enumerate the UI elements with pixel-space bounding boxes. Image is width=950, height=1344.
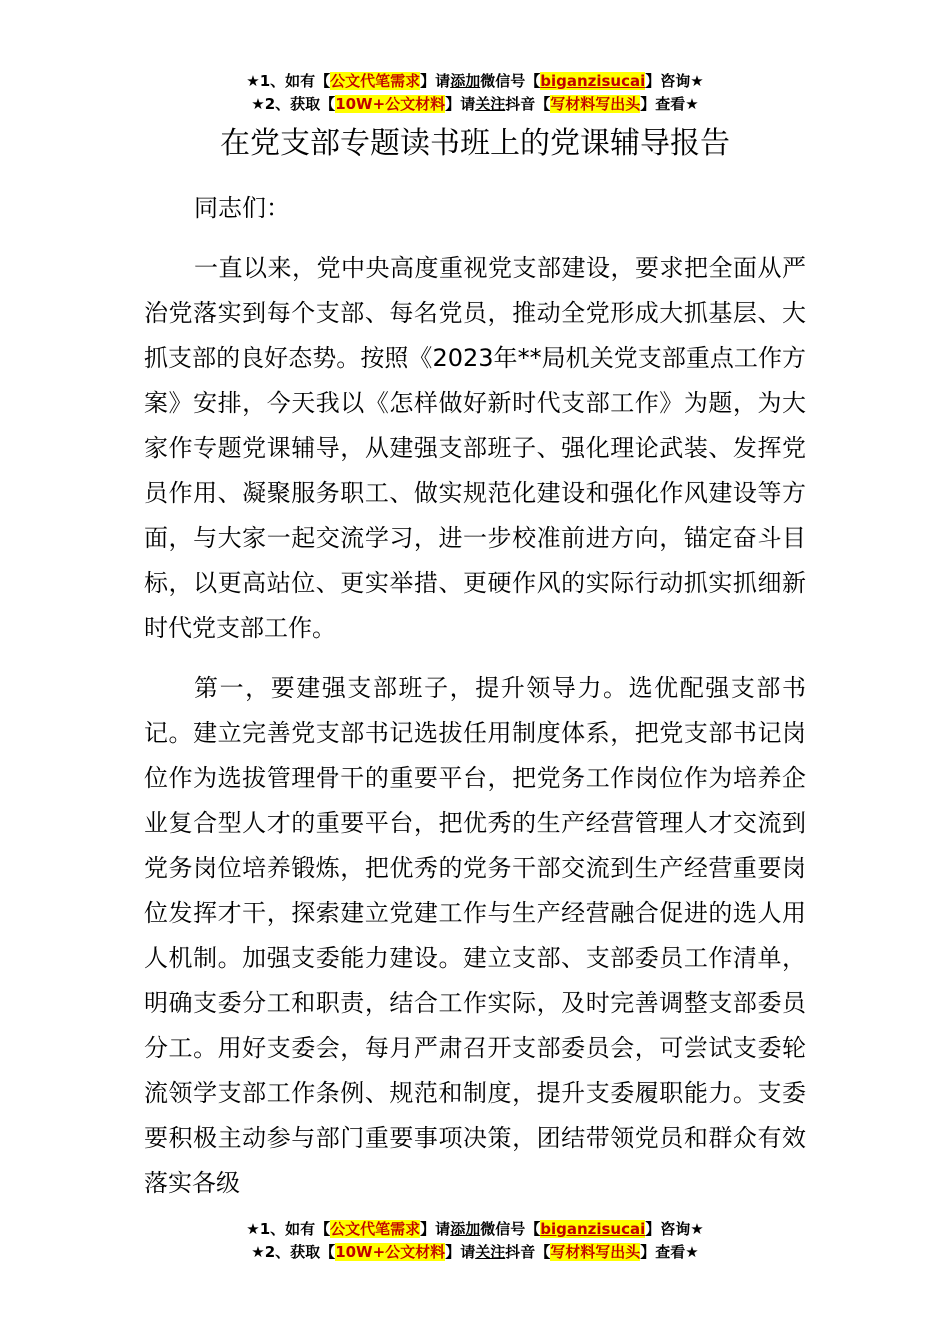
paragraph: 一直以来，党中央高度重视党支部建设，要求把全面从严治党落实到每个支部、每名党员，推动全党形成大抓基层、大抓支部的良好态势。按照《2023年**局机关党支部重点工作方案》安排，今天我以《怎样做好新时代支部工作》为题，为大家作专题党课辅导，从建强支部班子、强化理论武装、发挥党员作用、凝聚服务职工、做实规范化建设和强化作风建设等方面，与大家一起交流学习，进一步校准前进方向，锚定奋斗目标，以更高站位、更实举措、更硬作风的实际行动抓实抓细新时代党支部工作。 (144, 254, 806, 642)
douyin-id-highlight: 写材料写出头 (550, 95, 641, 113)
promo-banner-top (0, 70, 950, 116)
promo-text: 添加 (450, 1220, 481, 1238)
promo-text: ★2、获取【 (251, 95, 336, 113)
promo-banner-bottom (0, 1218, 950, 1264)
promo-text: 】请 (445, 95, 476, 113)
promo-text: ★1、如有【 (246, 72, 331, 90)
promo-text: 】查看★ (640, 95, 699, 113)
promo-text: 抖音【 (505, 1243, 551, 1261)
promo-line-1 (0, 70, 950, 93)
promo-text: ★1、如有【 (246, 1220, 331, 1238)
promo-text: 】请 (420, 72, 451, 90)
douyin-id-highlight: 写材料写出头 (550, 1243, 641, 1261)
promo-text: 】咨询★ (645, 72, 704, 90)
promo-text: 关注 (475, 1243, 506, 1261)
promo-highlight: 10W+公文材料 (335, 1243, 446, 1261)
promo-text: 抖音【 (505, 95, 551, 113)
promo-text: 关注 (475, 95, 506, 113)
wechat-id-highlight: biganzisucai (540, 1220, 646, 1238)
document-title: 在党支部专题读书班上的党课辅导报告 (220, 126, 730, 161)
promo-text: 添加 (450, 72, 481, 90)
wechat-id-highlight: biganzisucai (540, 72, 646, 90)
promo-text: 微信号【 (480, 1220, 541, 1238)
promo-line-2 (0, 93, 950, 116)
promo-highlight: 公文代笔需求 (330, 72, 421, 90)
promo-text: 】咨询★ (645, 1220, 704, 1238)
promo-line-2 (0, 1241, 950, 1264)
paragraph: 第一，要建强支部班子，提升领导力。选优配强支部书记。建立完善党支部书记选拔任用制度体系，把党支部书记岗位作为选拔管理骨干的重要平台，把党务工作岗位作为培养企业复合型人才的重要平台，把优秀的生产经营管理人才交流到党务岗位培养锻炼，把优秀的党务干部交流到生产经营重要岗位发挥才干，探索建立党建工作与生产经营融合促进的选人用人机制。加强支委能力建设。建立支部、支部委员工作清单，明确支委分工和职责，结合工作实际，及时完善调整支部委员分工。用好支委会，每月严肃召开支部委员会，可尝试支委轮流领学支部工作条例、规范和制度，提升支委履职能力。支委要积极主动参与部门重要事项决策，团结带领党员和群众有效落实各级 (144, 674, 806, 1197)
promo-highlight: 10W+公文材料 (335, 95, 446, 113)
promo-text: 微信号【 (480, 72, 541, 90)
promo-text: 】请 (445, 1243, 476, 1261)
document-body (144, 186, 806, 1206)
promo-text: ★2、获取【 (251, 1243, 336, 1261)
promo-highlight: 公文代笔需求 (330, 1220, 421, 1238)
promo-text: 】请 (420, 1220, 451, 1238)
salutation: 同志们： (194, 194, 290, 222)
promo-line-1 (0, 1218, 950, 1241)
promo-text: 】查看★ (640, 1243, 699, 1261)
